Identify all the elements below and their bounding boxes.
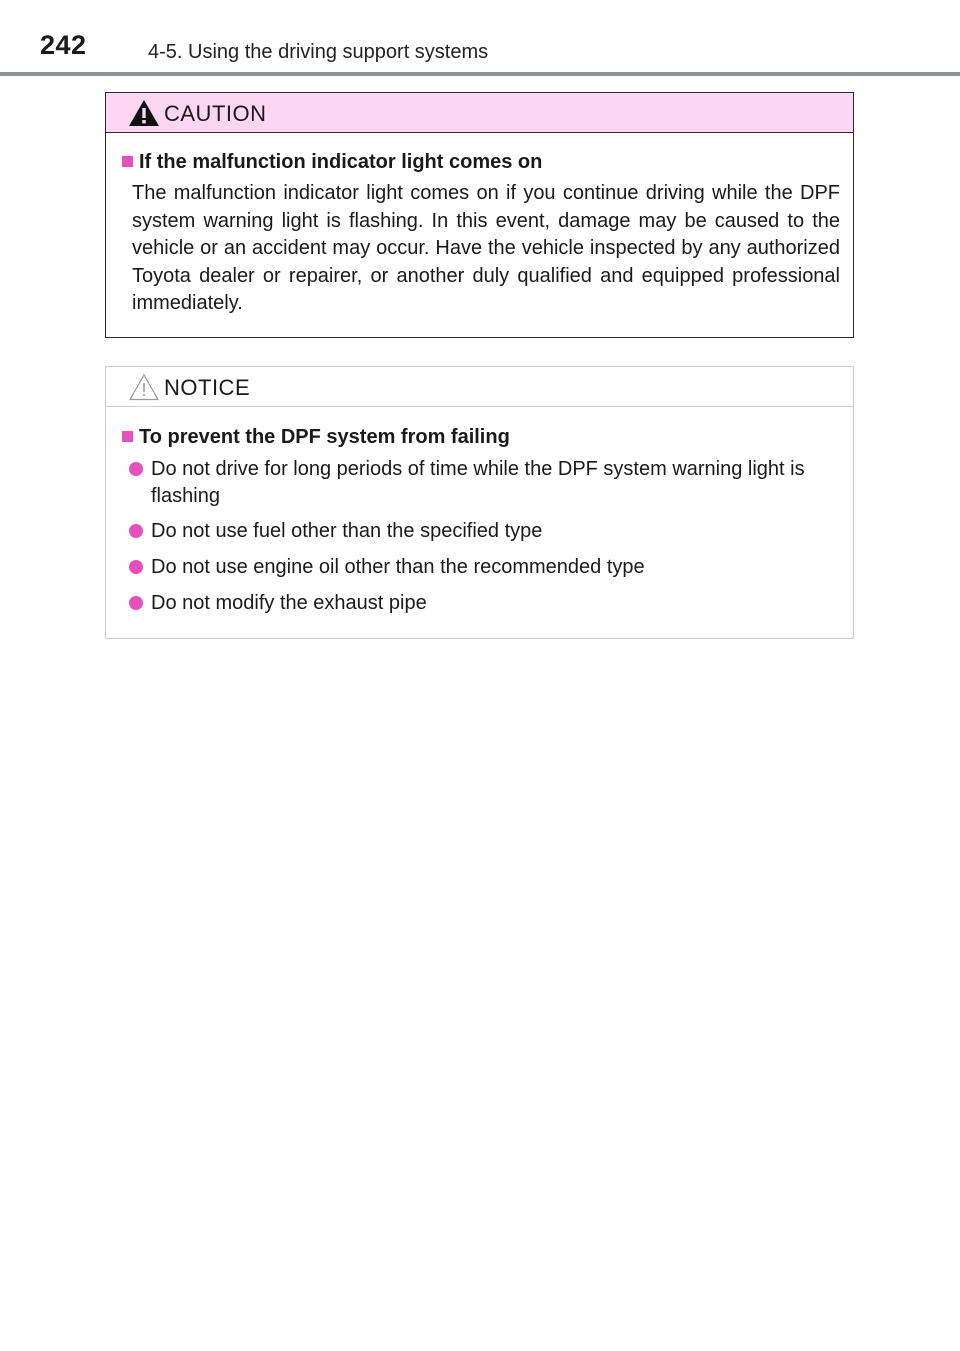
list-item: Do not modify the exhaust pipe <box>129 590 847 617</box>
bullet-dot-icon <box>129 462 143 476</box>
caution-box <box>105 92 854 338</box>
bullet-dot-icon <box>129 560 143 574</box>
bullet-dot-icon <box>129 596 143 610</box>
caution-body: The malfunction indicator light comes on if you continue driving while the DPF system warning light is flashing. In this event, damage may be caused to the vehicle or an accident may occur. Have the vehicle inspected by any authorized Toyota dealer or repairer, or another duly qualified and equipped professional immediately. <box>132 182 840 314</box>
notice-heading <box>122 426 510 449</box>
bullet-dot-icon <box>129 524 143 538</box>
caution-heading-text: If the malfunction indicator light comes on <box>139 151 543 173</box>
section-title: 4-5. Using the driving support systems <box>148 41 489 63</box>
page-header <box>0 0 960 76</box>
notice-heading-text: To prevent the DPF system from failing <box>139 426 510 448</box>
header-divider <box>0 72 960 76</box>
list-item: Do not use fuel other than the specified type <box>129 518 847 545</box>
warning-triangle-outline-icon <box>128 373 160 401</box>
caution-heading <box>122 151 542 174</box>
list-item: Do not drive for long periods of time while the DPF system warning light is flashing <box>129 456 847 510</box>
notice-header <box>106 367 853 407</box>
square-bullet-icon <box>122 156 133 167</box>
caution-title: CAUTION <box>164 101 267 126</box>
square-bullet-icon <box>122 431 133 442</box>
notice-title: NOTICE <box>164 375 251 400</box>
notice-box <box>105 366 854 639</box>
list-item: Do not use engine oil other than the recommended type <box>129 554 847 581</box>
warning-triangle-filled-icon <box>128 99 160 127</box>
caution-header <box>106 93 853 133</box>
page-number: 242 <box>40 30 87 60</box>
